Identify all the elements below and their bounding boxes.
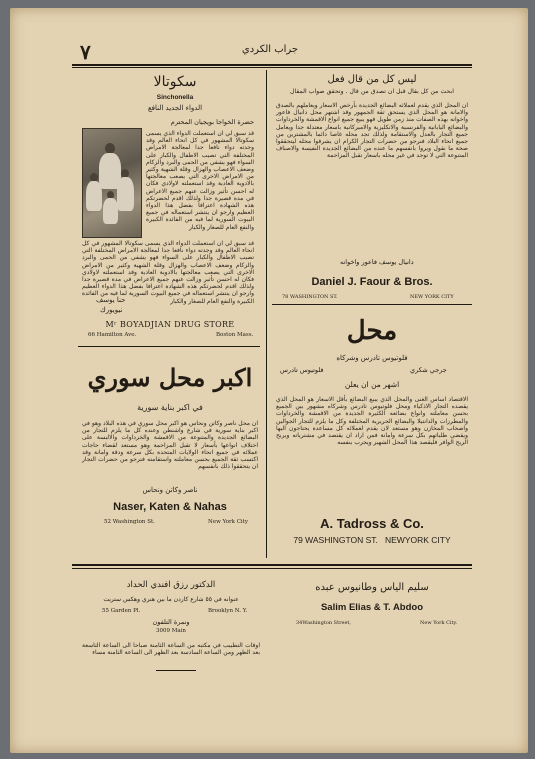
page-number: ٧ [80,40,91,64]
faour-firm-name: Daniel J. Faour & Bros. [311,276,433,288]
bottom-section-rule [72,564,472,566]
testimonial-photo [82,128,142,238]
doctor-phone-number: 3009 Main [156,628,186,634]
right-section-rule [272,304,472,305]
doctor-end-rule [156,670,196,671]
doctor-city-en: Brooklyn N. Y. [208,608,248,614]
newspaper-page [10,8,528,753]
drug-store-address: 66 Hamilton Ave. [88,332,137,338]
bottom-section-rule-thin [72,568,472,569]
sinchonella-title-en: Sinchonella [156,94,194,101]
sinchonella-title-ar: سكوتالا [153,74,197,90]
tadross-headline: محل [346,316,398,346]
faour-body: ان المحل الذي يقدم لعملائه البضائع الجديدة بأرخص الاسعار ويعاملهم بالصدق والامانة هو المحل الذي يستحق ثقة الجمهور وقد اشتهر محل دانيال فاعور واخوانه بهذه الصفات منذ زمن طويل فهو يبيع جميع انواع الاقمشة والخرداوات والبضائع اليابانية والفرنسية والانكليزية والاميركانية باسعار معتدلة جدا ويعامل جميع التجار بالعدل والاستقامة ولذلك تجد محله غاصا دائما بالمشترين من جميع انحاء البلاد فنرجو من حضرات التجار الكرام ان يشرفوا محله ليتحققوا صحة ما نقول ويروا بانفسهم ما عنده من البضائع الجديدة النفيسة والاصناف المتنوعة التي لا توجد في غير محله باسعار تقبل المزاحمة [276,102,468,160]
testimonial-salutation: حضرة الخواجا بويجيان المحترم [170,118,254,126]
drug-store-city: Boston Mass. [216,332,254,338]
faour-signature: دانيال يوسف فاعور واخوانه [340,258,414,266]
faour-address: 78 WASHINGTON ST. [282,294,338,300]
faour-subhead: ابحث من كل بقال قبل ان تصدق من قال . وتحقق صواب المقال [290,88,454,95]
doctor-hours: اوقات التطبيب في مكتبه من الساعة الثامنة صباحا الى الساعة التاسعة بعد الظهر ومن الساعة السادسة بعد الظهر الى الساعة الثامنة مساء [82,642,260,657]
drug-store-name: Mʳ BOYADJIAN DRUG STORE [105,320,235,329]
tadross-firm-ar: فلوتيوس تادرس وشركاه [336,354,408,362]
doctor-address-ar: عنوانه في ٥٥ شارع كاردن ما بين هنري وهكس ستريت [103,596,239,603]
tadross-address: 79 WASHINGTON ST. NEWYORK CITY [293,535,451,545]
naser-body: ان محل ناصر وكاتن ونحاس هو اكبر محل سوري في هذه البلاد وهو في اكبر بناية سورية في شارع واشنطن وعنده كل ما يلزم للتجار من البضائع الجديدة والمتنوعة من الاقمشة والخرداوات والالبسة على اختلاف انواعها بأسعار لا تقبل المزاحمة وهو مستعد لقضاء حاجات عملائه في جميع انحاء الولايات المتحدة بكل سرعة ودقة وامانة وقد اكتسب ثقة الجميع بحسن معاملته واستقامته فنرجو من حضرات التجار ان يتحققوا ذلك بانفسهم [82,420,258,471]
naser-city: New York City [208,519,248,525]
testimonial-body-upper: قد سبق لي ان استعملت الدواء الذي يسمى سكوتالا المشهور في كل انحاء العالم وقد وجدته دواء نافعا جدا لمعالجة الامراض المختلفة التي تصيب الاطفال والكبار على السواء فهو يشفي من الحمى والبرد والزكام وضعف الاعصاب والهزال وقلة الشهية وكثير من الامراض الاخرى التي يصعب معالجتها بالادوية العادية وقد استعملته لاولادي فكان له احسن تأثير وزالت عنهم جميع الاعراض في مدة قصيرة جدا ولذلك اقدم لحضرتكم هذه الشهادة اعترافا بفضل هذا الدواء العظيم وارجو ان ينتشر استعماله في جميع البيوت السورية لما فيه من الفائدة الكبيرة والنفع العام للصغار والكبار [146,130,254,231]
tadross-tagline: اشهر من ان يعلن [344,380,400,389]
elias-address: 34Washington Street, [296,620,352,626]
testimonial-signature: حنا يوسف [96,296,126,304]
naser-signature: ناصر وكاتن ونحاس [142,486,198,494]
elias-name-ar: سليم الياس وطانيوس عبده [315,582,429,593]
doctor-name: الدكتور رزق افندي الحداد [126,580,216,590]
tadross-partner-left: فلوتيوس تادرس [280,366,324,374]
naser-subhead: في اكبر بناية سورية [137,403,203,412]
masthead-rule-thin [72,67,472,68]
elias-city: New York City. [420,620,458,626]
testimonial-body-lower: قد سبق لي ان استعملت الدواء الذي يسمى سكوتالا المشهور في كل انحاء العالم وقد وجدته دواء نافعا جدا لمعالجة الامراض المختلفة التي تصيب الاطفال والكبار على السواء فهو يشفي من الحمى والبرد والزكام وضعف الاعصاب والهزال وقلة الشهية وكثير من الامراض الاخرى التي يصعب معالجتها بالادوية العادية وقد استعملته لاولادي فكان له احسن تأثير وزالت عنهم جميع الاعراض في مدة قصيرة جدا ولذلك اقدم لحضرتكم هذه الشهادة اعترافا بفضل هذا الدواء العظيم وارجو ان ينتشر استعماله في جميع البيوت السورية لما فيه من الفائدة الكبيرة والنفع العام للصغار والكبار [82,240,254,305]
testimonial-city: نيويورك [100,306,123,314]
doctor-address-en: 55 Garden Pl. [102,608,141,614]
naser-firm-name: Naser, Katen & Nahas [113,501,227,513]
naser-headline: اكبر محل سوري [87,363,253,392]
doctor-phone-label: ونمرة التلفون [152,618,190,626]
faour-city: NEW YORK CITY [410,294,454,300]
tadross-body: الاقتصاد اساس الغنى والمحل الذي يبيع البضائع بأقل الاسعار هو المحل الذي يقصده التجار الاذكياء ومحل فلوتيوس تادرس وشركاه مشهور بين الجميع بحسن معاملته وانواع بضائعه الكثيرة الجديدة من الاقمشة والخرداوات والمطرزات والدانتيلا والبضائع الحريرية المختلفة وكل ما يلزم للتجار الجوالين واصحاب المخازن وهو مستعد لان يقدم لعملائه كل مساعدة يحتاجون اليها ويقضي طلباتهم بكل سرعة وامانة فمن اراد ان يقتصد في مشترياته ويربح الربح الوافر فليقصد هذا المحل الشهير ويجرب بنفسه [276,396,468,447]
naser-address: 52 Washington St. [104,519,155,525]
column-divider [266,70,267,558]
masthead-rule [72,64,472,66]
elias-firm-name: Salim Elias & T. Abdoo [320,602,424,613]
left-section-rule [78,346,260,347]
tadross-partner-right: جرجي شكري [410,366,447,374]
faour-headline: ليس كل من قال فعل [327,74,417,85]
masthead-title: جراب الكردي [241,44,299,55]
tadross-firm-name: A. Tadross & Co. [320,516,424,531]
sinchonella-subtitle: الدواء الجديد النافع [147,104,203,112]
